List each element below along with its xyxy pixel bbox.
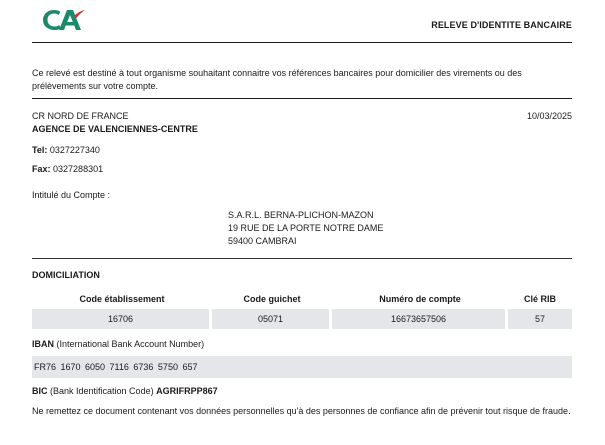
domiciliation-divider — [32, 258, 572, 259]
numero-compte-header: Numéro de compte — [379, 294, 461, 304]
numero-compte-value: 16673657506 — [332, 309, 505, 329]
agency-name: AGENCE DE VALENCIENNES-CENTRE — [32, 124, 198, 134]
code-etablissement-header: Code établissement — [79, 294, 165, 304]
header-divider — [32, 42, 572, 43]
intro-text: Ce relevé est destiné à tout organisme souhaitant connaitre vos références bancaires pour domicilier des virements ou des prélèvements sur votre compte. — [32, 68, 522, 91]
bic-value: AGRIFRPP867 — [156, 386, 218, 396]
bic-label: BIC — [32, 386, 48, 396]
code-guichet-value: 05071 — [212, 309, 329, 329]
tel-value: 0327227340 — [49, 145, 100, 155]
document-date: 10/03/2025 — [526, 111, 572, 121]
tel-label: Tel: — [32, 145, 48, 155]
account-holder-block — [228, 209, 383, 248]
document-title: RELEVE D'IDENTITE BANCAIRE — [431, 20, 572, 30]
holder-name: S.A.R.L. BERNA-PLICHON-MAZON — [228, 210, 374, 220]
intro-divider — [32, 98, 572, 99]
fax-label: Fax: — [32, 164, 51, 174]
iban-label-line — [32, 339, 204, 349]
holder-city: 59400 CAMBRAI — [228, 236, 297, 246]
cle-rib-header: Clé RIB — [523, 294, 556, 304]
iban-description: (International Bank Account Number) — [56, 339, 205, 349]
code-etablissement-value: 16706 — [32, 309, 209, 329]
holder-street: 19 RUE DE LA PORTE NOTRE DAME — [228, 223, 384, 233]
code-guichet-header: Code guichet — [243, 294, 301, 304]
domiciliation-title: DOMICILIATION — [32, 270, 100, 280]
iban-label: IBAN — [32, 339, 54, 349]
fax-value: 0327288301 — [53, 164, 104, 174]
cle-rib-value: 57 — [508, 309, 572, 329]
bic-line — [32, 386, 218, 396]
bank-name: CR NORD DE FRANCE — [32, 111, 129, 121]
fraud-disclaimer: Ne remettez ce document contenant vos données personnelles qu'à des personnes de confiance afin de prévenir tout risque de fraude. — [32, 406, 571, 416]
credit-agricole-logo — [40, 6, 86, 34]
account-title-label: Intitulé du Compte : — [32, 190, 111, 200]
tel-line — [32, 145, 100, 155]
bic-description: (Bank Identification Code) — [50, 386, 154, 396]
fax-line — [32, 164, 103, 174]
iban-value: FR76 1670 6050 7116 6736 5750 657 — [32, 356, 572, 378]
